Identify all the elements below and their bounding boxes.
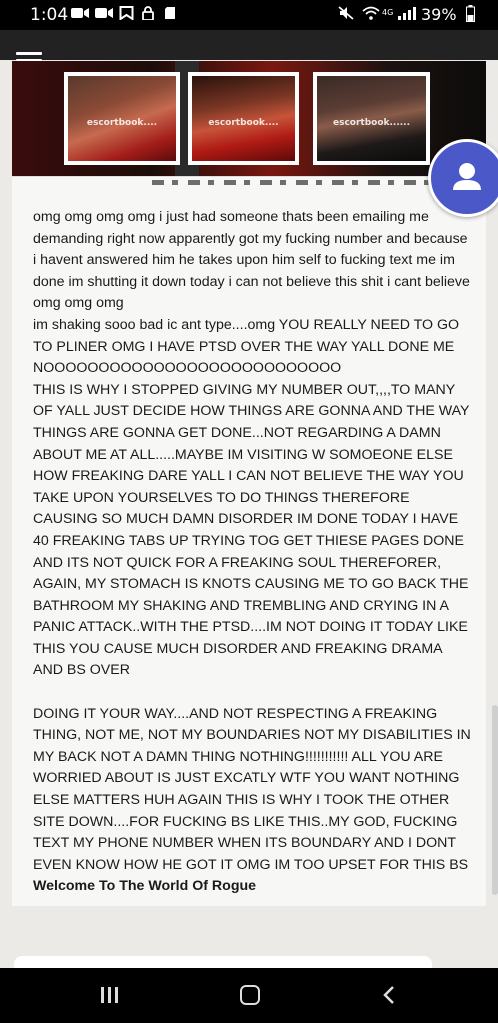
- user-avatar-button[interactable]: [428, 139, 498, 217]
- banner-photo-2[interactable]: [188, 72, 299, 165]
- lock-icon: [142, 6, 154, 20]
- post-card: [12, 176, 486, 906]
- battery-percentage: 39%: [421, 5, 457, 24]
- mute-icon: [338, 6, 354, 20]
- post-paragraph: THIS IS WHY I STOPPED GIVING MY NUMBER OUT,,,,TO MANY OF YALL JUST DECIDE HOW THINGS ARE GONNA AND THE WAY THINGS ARE GONNA GET DONE...NOT REGARDING A DAMN ABOUT ME AT ALL.....MAYBE IM VISITING W SOMOEONE ELSE HOW FREAKING DARE YALL I CAN NOT BELIEVE THE WAY YOU TAKE UPON YOURSELVES TO DO THINGS THEREFORE CAUSING SO MUCH DAMN DISORDER IM DONE TODAY I HAVE 40 FREAKING TABS UP TRYING TOG GET THIESE PAGES DONE AND ITS NOT QUICK FOR A FREAKING SOUL THEREFORER, AGAIN, MY STOMACH IS KNOTS CAUSING ME TO GO BACK THE BATHROOM MY SHAKING AND TREMBLING AND CRYING IN A PANIC ATTACK..WITH THE PTSD....IM NOT DOING IT TODAY LIKE THIS YOU CAUSE MUCH DISORDER AND FREAKING DRAMA AND BS OVER: [33, 381, 470, 679]
- photo-watermark: escortbook....: [86, 118, 158, 128]
- video-icon: [94, 6, 114, 20]
- video-icon: [70, 6, 90, 20]
- home-icon[interactable]: [240, 985, 260, 1005]
- app-header: [0, 30, 498, 60]
- sd-card-icon: [164, 6, 176, 20]
- photo-watermark: escortbook....: [208, 118, 279, 128]
- banner-photo-3[interactable]: [313, 72, 430, 165]
- post-paragraph: omg omg omg omg i just had someone thats been emailing me demanding right now apparently got my fucking number and because i havent answered him he takes upon him self to fucking text me im done im shutting it down today i can not believe this shit i cant believe omg omg omg: [33, 209, 470, 312]
- recent-apps-icon[interactable]: [101, 987, 121, 1003]
- banner-photo-1[interactable]: [64, 72, 180, 165]
- profile-banner: [12, 61, 486, 176]
- status-bar: [0, 0, 498, 30]
- cast-icon: [118, 6, 135, 20]
- post-body: [33, 207, 473, 898]
- post-signoff: Welcome To The World Of Rogue: [33, 878, 257, 895]
- navigation-bar: [0, 968, 498, 1023]
- post-paragraph: DOING IT YOUR WAY....AND NOT RESPECTING A FREAKING THING, NOT ME, NOT MY BOUNDARIES NOT MY DISABILITIES IN MY BACK NOT A DAMN THING NOTHING!!!!!!!!!!! ALL YOU ARE WORRIED ABOUT IS JUST EXCATLY WTF YOU WANT NOTHING ELSE MATTERS HUH AGAIN THIS IS WHY I TOOK THE OTHER SITE DOWN....FOR FUCKING BS LIKE THIS..MY GOD, FUCKING TEXT MY PHONE NUMBER WHEN ITS BOUNDARY AND I DONT EVEN KNOW HOW HE GOT IT OMG IM TOO UPSET FOR THIS BS: [33, 705, 471, 873]
- user-avatar-icon: [431, 142, 498, 214]
- status-time: 1:04: [30, 5, 69, 25]
- back-icon[interactable]: [380, 985, 400, 1005]
- scroll-handle[interactable]: [492, 705, 498, 895]
- battery-icon: [466, 5, 475, 22]
- bottom-sheet[interactable]: [14, 956, 432, 968]
- clipped-text-line: [152, 177, 442, 185]
- paragraph-spacer: [33, 682, 473, 704]
- wifi-icon: [362, 6, 380, 20]
- 4g-signal-icon: [382, 6, 416, 20]
- post-paragraph: im shaking sooo bad ic ant type....omg YOU REALLY NEED TO GO TO PLINER OMG I HAVE PTSD OVER THE WAY YALL DONE ME NOOOOOOOOOOOOOOOOOOOOOOOOOOO: [33, 316, 460, 377]
- photo-watermark: escortbook......: [332, 118, 411, 128]
- svg-text:4G: 4G: [382, 8, 394, 17]
